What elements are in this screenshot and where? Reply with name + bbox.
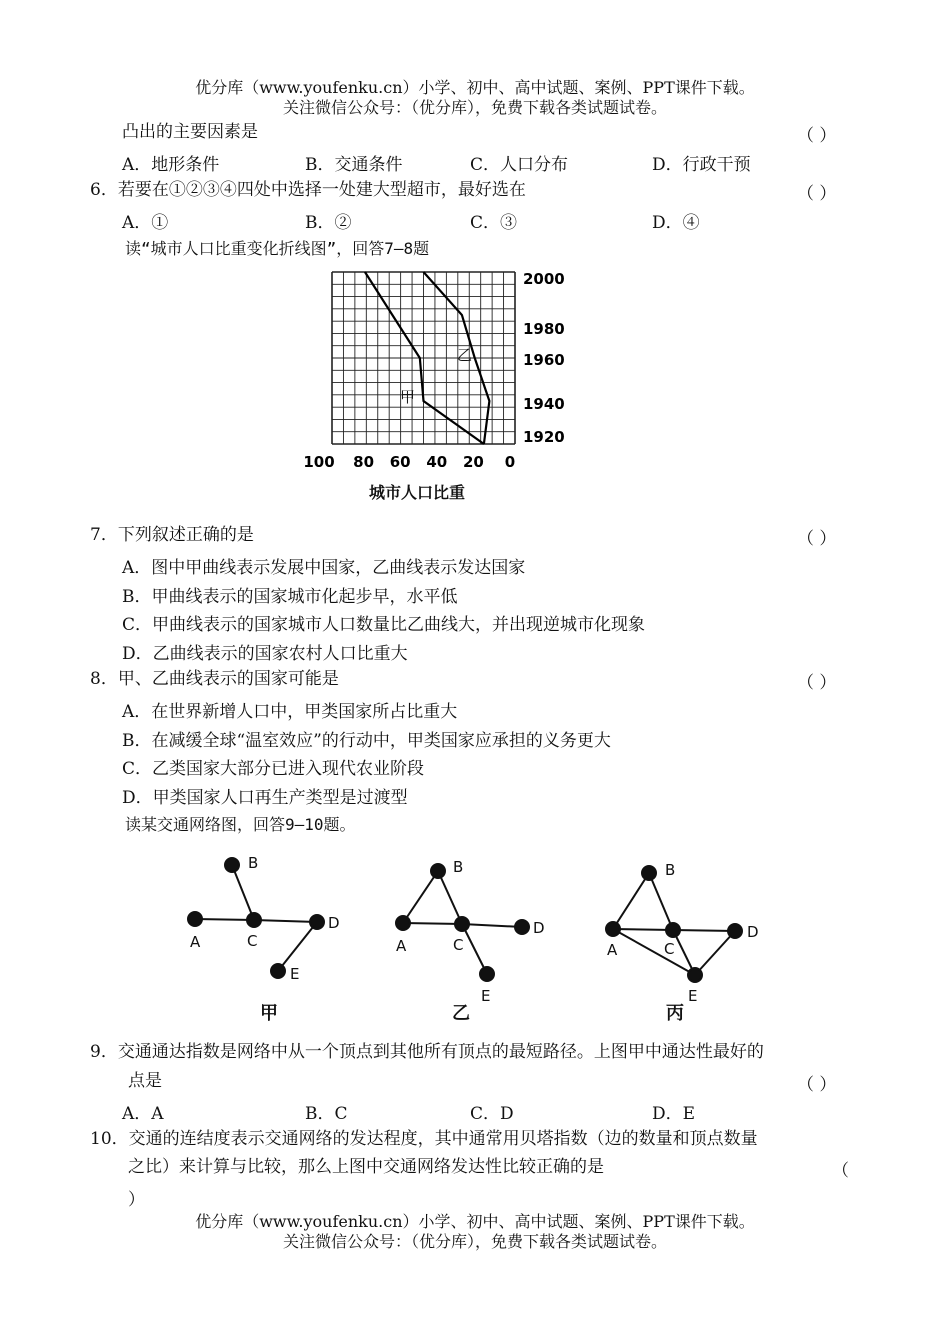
node-jia-b — [225, 858, 239, 872]
q10-paren-close: ） — [128, 1190, 145, 1210]
q8-option-c: C．乙类国家大部分已进入现代农业阶段 — [122, 759, 425, 779]
label-jia-b: B — [248, 854, 259, 872]
label-bing-c: C — [664, 940, 675, 958]
x-tick-label: 20 — [462, 453, 484, 471]
edge-jia-c-d — [254, 920, 317, 922]
q9-answer-paren: （ ） — [797, 1075, 837, 1095]
node-bing-a — [606, 922, 620, 936]
q5-answer-paren: （ ） — [797, 126, 837, 146]
label-bing-a: A — [607, 941, 618, 959]
label-jia-d: D — [328, 914, 340, 932]
edge-jia-d-e — [278, 922, 317, 971]
footer-line-1: 优分库（www.youfenku.cn）小学、初中、高中试题、案例、PPT课件下载。 — [195, 1212, 755, 1231]
y-tick-label: 1940 — [523, 395, 565, 413]
network-name-yi: 乙 — [452, 1003, 470, 1024]
urban-population-chart — [300, 262, 600, 507]
chart-title: 城市人口比重 — [368, 483, 466, 502]
label-yi-a: A — [396, 937, 407, 955]
q8-stem: 8．甲、乙曲线表示的国家可能是 — [90, 669, 339, 689]
label-yi-d: D — [533, 919, 545, 937]
y-tick-label: 1960 — [523, 351, 565, 369]
label-yi-c: C — [453, 936, 464, 954]
header-line-2: 关注微信公众号：（优分库），免费下载各类试题试卷。 — [282, 98, 667, 117]
q6-option-a: A．① — [122, 213, 169, 233]
edge-bing-a-c — [613, 929, 673, 930]
network-name-jia: 甲 — [260, 1003, 278, 1024]
q7-option-a: A．图中甲曲线表示发展中国家，乙曲线表示发达国家 — [122, 558, 526, 578]
edge-yi-b-a — [403, 871, 438, 923]
network-bing — [606, 861, 759, 1024]
edge-bing-c-d — [673, 930, 735, 931]
node-jia-a — [188, 912, 202, 926]
label-jia-a: A — [190, 933, 201, 951]
node-yi-a — [396, 916, 410, 930]
x-tick-label: 80 — [353, 453, 375, 471]
q8-option-d: D．甲类国家人口再生产类型是过渡型 — [122, 788, 408, 808]
node-jia-d — [310, 915, 324, 929]
q6-option-c: C．③ — [470, 213, 518, 233]
header-line-1: 优分库（www.youfenku.cn）小学、初中、高中试题、案例、PPT课件下载。 — [195, 78, 755, 97]
q7-option-d: D．乙曲线表示的国家农村人口比重大 — [122, 644, 408, 664]
edge-yi-b-c — [438, 871, 462, 924]
label-bing-e: E — [688, 987, 698, 1005]
q7-stem: 7．下列叙述正确的是 — [90, 525, 254, 545]
edge-jia-b-c — [232, 865, 254, 920]
node-yi-e — [480, 967, 494, 981]
q6-answer-paren: （ ） — [797, 184, 837, 204]
y-tick-label: 1920 — [523, 428, 565, 446]
edge-jia-a-c — [195, 919, 254, 920]
intro-9-10: 读某交通网络图，回答9—10题。 — [125, 815, 356, 834]
q8-option-a: A．在世界新增人口中，甲类国家所占比重大 — [122, 702, 458, 722]
q7-answer-paren: （ ） — [797, 529, 837, 549]
footer-line-2: 关注微信公众号：（优分库），免费下载各类试题试卷。 — [282, 1232, 667, 1251]
q9-stem-line-2: 点是 — [128, 1071, 162, 1091]
edge-yi-c-d — [462, 924, 522, 927]
q5-option-d: D．行政干预 — [652, 155, 751, 175]
x-tick-label: 60 — [389, 453, 411, 471]
q9-option-a: A．A — [122, 1104, 164, 1124]
series-label-jia: 甲 — [400, 388, 416, 406]
edge-bing-b-c — [649, 873, 673, 930]
q8-option-b: B．在减缓全球“温室效应”的行动中，甲类国家应承担的义务更大 — [122, 731, 611, 751]
q6-stem: 6．若要在①②③④四处中选择一处建大型超市，最好选在 — [90, 180, 526, 200]
q5-option-c: C．人口分布 — [470, 155, 569, 175]
q6-option-d: D．④ — [652, 213, 700, 233]
node-jia-c — [247, 913, 261, 927]
q7-option-b: B．甲曲线表示的国家城市化起步早，水平低 — [122, 587, 458, 607]
q9-stem-line-1: 9．交通通达指数是网络中从一个顶点到其他所有顶点的最短路径。上图甲中通达性最好的 — [90, 1042, 764, 1062]
node-bing-d — [728, 924, 742, 938]
label-bing-b: B — [665, 861, 676, 879]
node-yi-c — [455, 917, 469, 931]
y-tick-label: 1980 — [523, 320, 565, 338]
node-jia-e — [271, 964, 285, 978]
q5-option-a: A．地形条件 — [122, 155, 220, 175]
edge-bing-d-e — [695, 931, 735, 975]
q10-stem-line-1: 10．交通的连结度表示交通网络的发达程度，其中通常用贝塔指数（边的数量和顶点数量 — [90, 1129, 758, 1149]
x-tick-label: 100 — [303, 453, 335, 471]
q9-option-d: D．E — [652, 1104, 696, 1124]
label-jia-e: E — [290, 965, 300, 983]
series-label-yi: 乙 — [457, 346, 473, 364]
edge-yi-c-e — [462, 924, 487, 974]
x-tick-label: 40 — [426, 453, 448, 471]
q9-option-b: B．C — [305, 1104, 348, 1124]
q7-option-c: C．甲曲线表示的国家城市人口数量比乙曲线大，并出现逆城市化现象 — [122, 615, 646, 635]
label-bing-d: D — [747, 923, 759, 941]
node-yi-d — [515, 920, 529, 934]
label-yi-b: B — [453, 858, 464, 876]
node-yi-b — [431, 864, 445, 878]
intro-7-8: 读“城市人口比重变化折线图”，回答7—8题 — [125, 239, 430, 258]
network-name-bing: 丙 — [666, 1003, 684, 1024]
q5-stem: 凸出的主要因素是 — [122, 122, 258, 142]
network-yi — [396, 858, 545, 1024]
q9-option-c: C．D — [470, 1104, 514, 1124]
edge-yi-a-c — [403, 923, 462, 924]
q8-answer-paren: （ ） — [797, 673, 837, 693]
q10-paren-open: （ — [832, 1161, 849, 1181]
x-tick-label: 0 — [504, 453, 516, 471]
label-jia-c: C — [247, 932, 258, 950]
q5-option-b: B．交通条件 — [305, 155, 403, 175]
transport-network-diagram — [170, 845, 770, 1030]
node-bing-e — [688, 968, 702, 982]
network-jia — [188, 854, 340, 1024]
label-yi-e: E — [481, 987, 491, 1005]
q6-option-b: B．② — [305, 213, 352, 233]
node-bing-b — [642, 866, 656, 880]
edge-bing-b-a — [613, 873, 649, 929]
y-tick-label: 2000 — [523, 270, 565, 288]
node-bing-c — [666, 923, 680, 937]
q10-stem-line-2: 之比）来计算与比较，那么上图中交通网络发达性比较正确的是 — [128, 1157, 604, 1177]
